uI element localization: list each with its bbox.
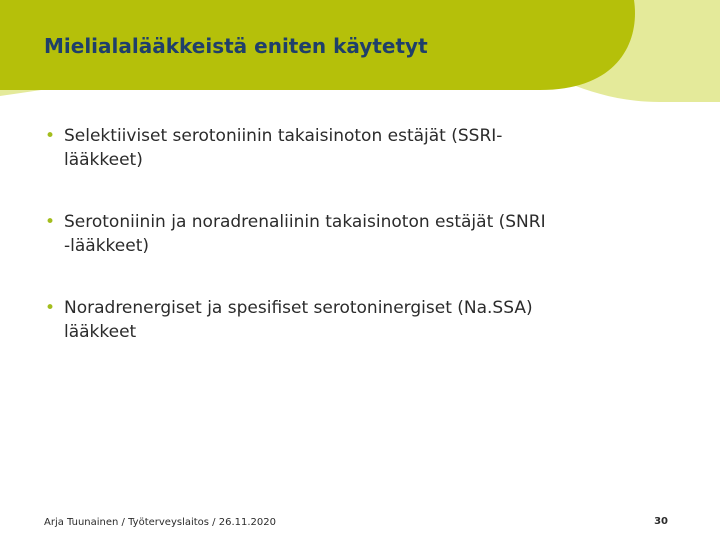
bullet-text-line2: -lääkkeet) xyxy=(64,236,149,256)
bullet-text-line2: lääkkeet xyxy=(64,322,137,342)
bullet-list xyxy=(44,124,664,382)
bullet-item-ssri xyxy=(44,124,664,172)
bullet-dot-icon: • xyxy=(45,298,56,318)
bullet-item-nassa xyxy=(44,296,664,344)
bullet-text-line1: Serotoniinin ja noradrenaliinin takaisinoton estäjät (SNRI xyxy=(64,212,546,232)
page-number: 30 xyxy=(654,516,668,527)
bullet-text-line1: Noradrenergiset ja spesifiset serotoninergiset (Na.SSA) xyxy=(64,298,533,318)
bullet-dot-icon: • xyxy=(45,212,56,232)
slide-title: Mielialalääkkeistä eniten käytetyt xyxy=(44,34,428,58)
bullet-text-line1: Selektiiviset serotoniinin takaisinoton estäjät (SSRI- xyxy=(64,126,503,146)
bullet-dot-icon: • xyxy=(45,126,56,146)
bullet-text-line2: lääkkeet) xyxy=(64,150,143,170)
footer-author-info: Arja Tuunainen / Työterveyslaitos / 26.11.2020 xyxy=(44,517,276,528)
bullet-item-snri xyxy=(44,210,664,258)
